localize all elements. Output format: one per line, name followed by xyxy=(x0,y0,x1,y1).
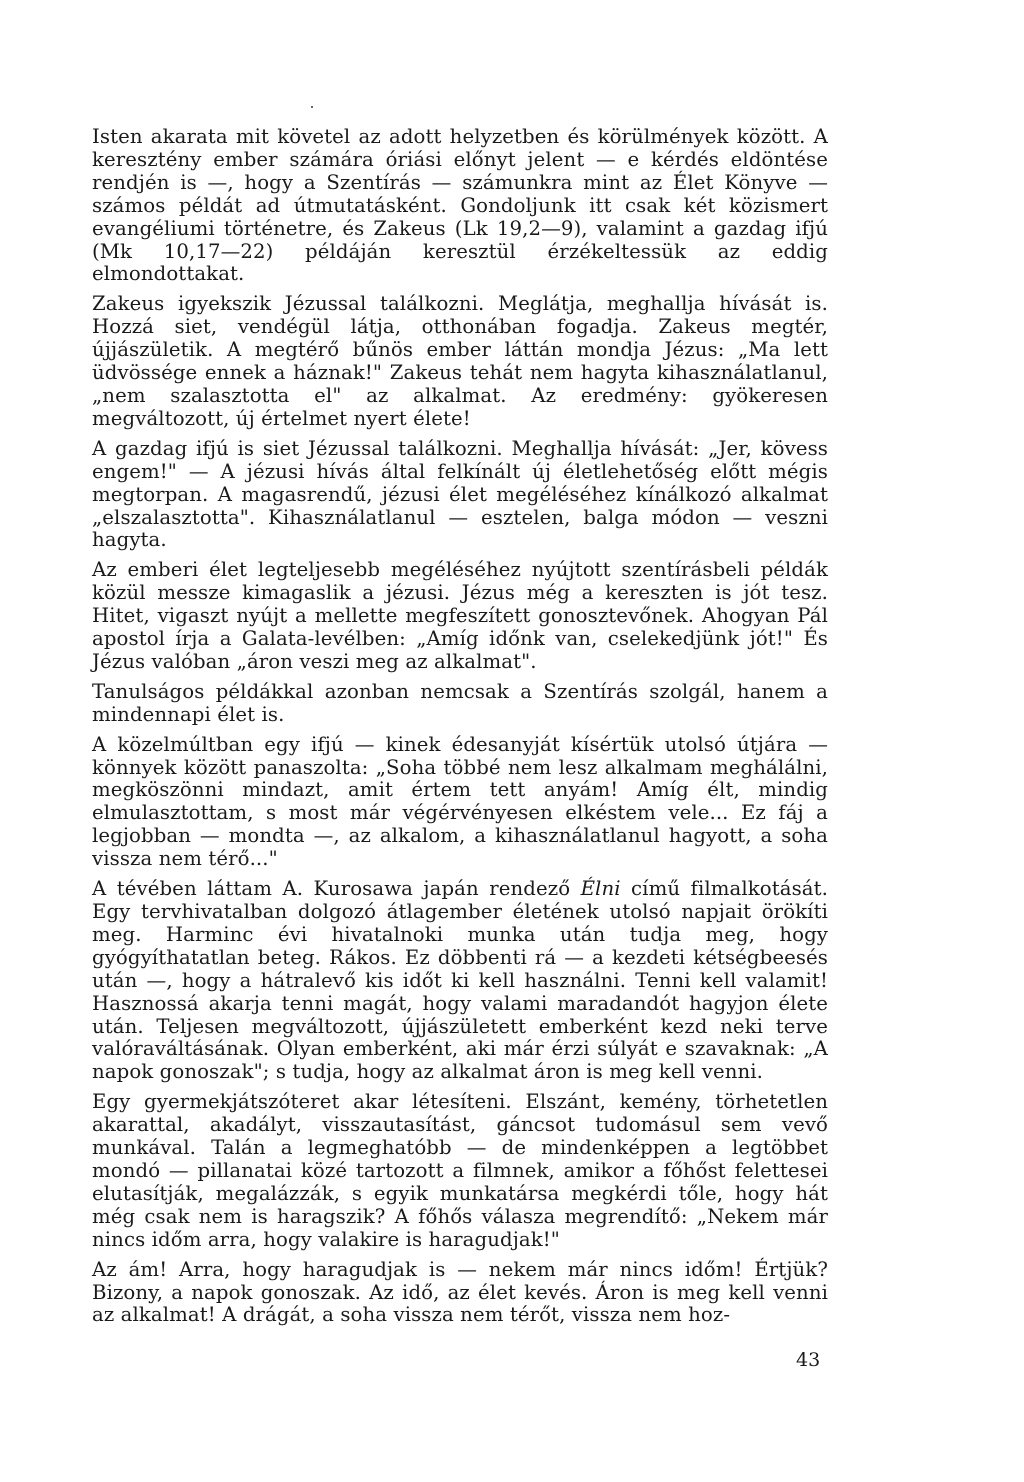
page-number: 43 xyxy=(796,1349,821,1371)
paragraph-6: A közelmúltban egy ifjú — kinek édesanyját kísértük utolsó útjára — könnyek között panaszolta: „Soha többé nem lesz alkalmam meghálálni, megköszönni mindazt, amit értem tett anyám! Amíg élt, mindig elmulasztottam, s most már végérvényesen elkéstem vele... Ez fáj a legjobban — mondta —, az alkalom, a kihasználatlanul hagyott, a soha vissza nem térő..." xyxy=(92,732,828,871)
paragraph-7: A tévében láttam A. Kurosawa japán rendező Élni című filmalkotását. Egy tervhivatalban dolgozó átlagember életének utolsó napjait örökíti meg. Harminc évi hivatalnoki munka után tudja meg, hogy gyógyíthatatlan beteg. Rákos. Ez döbbenti rá — a kezdeti kétségbeesés után —, hogy a hátralevő kis időt ki kell használni. Tenni kell valamit! Hasznossá akarja tenni magát, hogy valami maradandót hagyjon élete után. Teljesen megváltozott, újjászületett emberként kezd neki terve valóraváltásának. Olyan emberként, aki már érzi súlyát e szavaknak: „A napok gonoszak"; s tudja, hogy az alkalmat áron is meg kell venni. xyxy=(92,877,828,1084)
print-speck xyxy=(311,106,313,108)
paragraph-4: Az emberi élet legteljesebb megéléséhez nyújtott szentírásbeli példák közül messze kimagaslik a jézusi. Jézus még a kereszten is jót tesz. Hitet, vigaszt nyújt a mellette megfeszített gonosztevőnek. Ahogyan Pál apostol írja a Galata-levélben: „Amíg időnk van, cselekedjünk jót!" És Jézus valóban „áron veszi meg az alkalmat". xyxy=(92,558,828,673)
paragraph-5: Tanulságos példákkal azonban nemcsak a Szentírás szolgál, hanem a mindennapi élet is. xyxy=(92,679,828,726)
body-text xyxy=(92,126,828,1334)
paragraph-3: A gazdag ifjú is siet Jézussal találkozni. Meghallja hívását: „Jer, kövess engem!" — A jézusi hívás által felkínált új életlehetőség előtt mégis megtorpan. A magasrendű, jézusi élet megéléséhez kínálkozó alkalmat „elszalasztotta". Kihasználatlanul — esztelen, balga módon — veszni hagyta. xyxy=(92,436,828,552)
paragraph-1: Isten akarata mit követel az adott helyzetben és körülmények között. A keresztény ember számára óriási előnyt jelent — e kérdés eldöntése rendjén is —, hogy a Szentírás — számunkra mint az Élet Könyve — számos példát ad útmutatásként. Gondoljunk itt csak két közismert evangéliumi történetre, és Zakeus (Lk 19,2—9), valamint a gazdag ifjú (Mk 10,17—22) példáján keresztül érzékeltessük az eddig elmondottakat. xyxy=(92,125,828,286)
paragraph-2: Zakeus igyekszik Jézussal találkozni. Meglátja, meghallja hívását is. Hozzá siet, vendégül látja, otthonában fogadja. Zakeus megtér, újjászületik. A megtérő bűnös ember láttán mondja Jézus: „Ma lett üdvössége ennek a háznak!" Zakeus tehát nem hagyta kihasználatlanul, „nem szalasztotta el" az alkalmat. Az eredmény: gyökeresen megváltozott, új értelmet nyert élete! xyxy=(92,292,828,430)
film-title: Élni xyxy=(580,877,621,901)
paragraph-8: Egy gyermekjátszóteret akar létesíteni. Elszánt, kemény, törhetetlen akarattal, akadályt, visszautasítást, gáncsot tudomásul sem vevő munkával. Talán a legmeghatóbb — de mindenképpen a legtöbbet mondó — pillanatai közé tartozott a filmnek, amikor a főhőst felettesei elutasítják, megalázzák, s egyik munkatársa megkérdi tőle, hogy hát még csak nem is haragszik? A főhős válasza megrendítő: „Nekem már nincs időm arra, hogy valakire is haragudjak!" xyxy=(92,1090,828,1251)
paragraph-9: Az ám! Arra, hogy haragudjak is — nekem már nincs időm! Értjük? Bizony, a napok gonoszak. Az idő, az élet kevés. Áron is meg kell venni az alkalmat! A drágát, a soha vissza nem térőt, vissza nem hoz- xyxy=(92,1257,828,1327)
